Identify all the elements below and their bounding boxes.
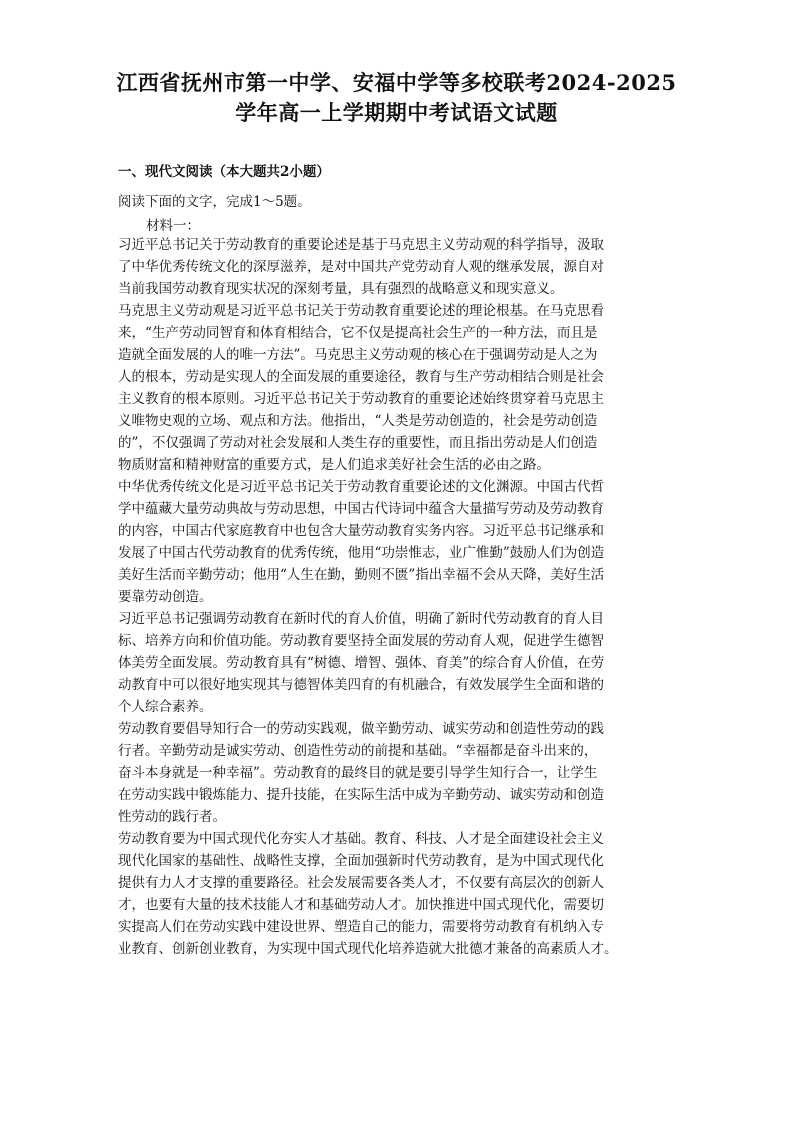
article-line: 业教育、创新创业教育，为实现中国式现代化培养造就大批德才兼备的高素质人才。 (118, 941, 618, 957)
article-line: 个人综合素养。 (118, 699, 213, 715)
article-line: 主义教育的根本原则。习近平总书记关于劳动教育的重要论述始终贯穿着马克思主 (118, 391, 604, 407)
article-line: 美好生活而辛勤劳动；他用“人生在勤，勤则不匮”指出幸福不会从天降，美好生活 (118, 567, 605, 583)
article-line: 人的根本，劳动是实现人的全面发展的重要途径，教育与生产劳动相结合则是社会 (118, 369, 604, 385)
section-heading: 一、现代文阅读（本大题共2小题） (118, 164, 330, 180)
article-line: 当前我国劳动教育现实状况的深刻考量，具有强烈的战略意义和现实意义。 (118, 281, 564, 297)
article-line: 性劳动的践行者。 (118, 809, 226, 825)
article-line: 习近平总书记强调劳动教育在新时代的育人价值，明确了新时代劳动教育的育人目 (118, 611, 604, 627)
article-line: 习近平总书记关于劳动教育的重要论述是基于马克思主义劳动观的科学指导，汲取 (118, 237, 604, 253)
article-line: 义唯物史观的立场、观点和方法。他指出，“人类是劳动创造的，社会是劳动创造 (118, 413, 598, 429)
document-title-line-1: 江西省抚州市第一中学、安福中学等多校联考2024-2025 (116, 70, 677, 95)
article-line: 劳动教育要为中国式现代化夯实人才基础。教育、科技、人才是全面建设社会主义 (118, 831, 604, 847)
article-line: 体美劳全面发展。劳动教育具有“树德、增智、强体、育美”的综合育人价值，在劳 (118, 655, 605, 671)
article-line: 劳动教育要倡导知行合一的劳动实践观，做辛勤劳动、诚实劳动和创造性劳动的践 (118, 721, 604, 737)
article-line: 现代化国家的基础性、战略性支撑，全面加强新时代劳动教育，是为中国式现代化 (118, 853, 604, 869)
article-line: 动教育中可以很好地实现其与德智体美四育的有机融合，有效发展学生全面和谐的 (118, 677, 604, 693)
article-line: 物质财富和精神财富的重要方式，是人们追求美好社会生活的必由之路。 (118, 457, 550, 473)
article-line: 来，“生产劳动同智育和体育相结合，它不仅是提高社会生产的一种方法，而且是 (118, 325, 598, 341)
article-line: 奋斗本身就是一种幸福”。劳动教育的最终目的就是要引导学生知行合一，让学生 (118, 765, 598, 781)
article-line: 马克思主义劳动观是习近平总书记关于劳动教育重要论述的理论根基。在马克思看 (118, 303, 604, 319)
document-title (0, 68, 793, 128)
article-line: 标、培养方向和价值功能。劳动教育要坚持全面发展的劳动育人观，促进学生德智 (118, 633, 604, 649)
article-line: 的内容，中国古代家庭教育中也包含大量劳动教育实务内容。习近平总书记继承和 (118, 523, 604, 539)
article-line: 在劳动实践中锻炼能力、提升技能，在实际生活中成为辛勤劳动、诚实劳动和创造 (118, 787, 604, 803)
article-line: 要靠劳动创造。 (118, 589, 213, 605)
document-title-line-2: 学年高一上学期期中考试语文试题 (235, 100, 558, 125)
article-body (118, 234, 690, 960)
article-line: 实提高人们在劳动实践中建设世界、塑造自己的能力，需要将劳动教育有机纳入专 (118, 919, 604, 935)
reading-instruction: 阅读下面的文字，完成1～5题。 (118, 194, 311, 210)
article-line: 造就全面发展的人的唯一方法”。马克思主义劳动观的核心在于强调劳动是人之为 (118, 347, 598, 363)
material-label: 材料一： (146, 218, 200, 234)
article-line: 了中华优秀传统文化的深厚滋养，是对中国共产党劳动育人观的继承发展，源自对 (118, 259, 604, 275)
article-line: 才，也要有大量的技术技能人才和基础劳动人才。加快推进中国式现代化，需要切 (118, 897, 604, 913)
article-line: 发展了中国古代劳动教育的优秀传统，他用“功崇惟志，业广惟勤”鼓励人们为创造 (118, 545, 605, 561)
article-line: 中华优秀传统文化是习近平总书记关于劳动教育重要论述的文化渊源。中国古代哲 (118, 479, 604, 495)
article-line: 行者。辛勤劳动是诚实劳动、创造性劳动的前提和基础。“幸福都是奋斗出来的， (118, 743, 598, 759)
article-line: 学中蕴藏大量劳动典故与劳动思想，中国古代诗词中蕴含大量描写劳动及劳动教育 (118, 501, 604, 517)
article-line: 的”，不仅强调了劳动对社会发展和人类生存的重要性，而且指出劳动是人们创造 (118, 435, 598, 451)
article-line: 提供有力人才支撑的重要路径。社会发展需要各类人才，不仅要有高层次的创新人 (118, 875, 604, 891)
